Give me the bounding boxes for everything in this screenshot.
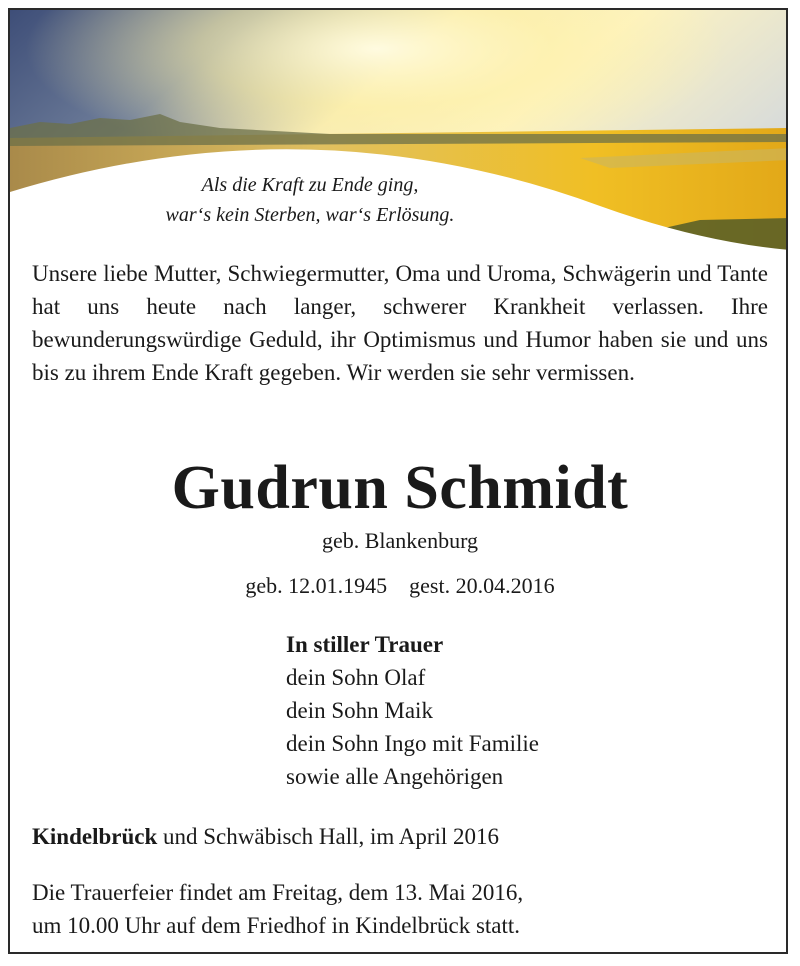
life-dates: [10, 570, 788, 602]
motto-line-1: Als die Kraft zu Ende ging,: [201, 174, 419, 196]
place-and-date: [32, 820, 772, 853]
place-rest: und Schwäbisch Hall, im April 2016: [157, 824, 500, 849]
deceased-name: Gudrun Schmidt: [171, 454, 629, 522]
mourners-list: [286, 628, 539, 793]
mourners-heading: In stiller Trauer: [286, 632, 444, 657]
service-line-2: um 10.00 Uhr auf dem Friedhof in Kindelbrück statt.: [32, 913, 521, 938]
mourner-line: dein Sohn Ingo mit Familie: [286, 731, 539, 756]
birth-date: geb. 12.01.1945: [245, 573, 388, 598]
mourner-line: dein Sohn Olaf: [286, 665, 426, 690]
maiden-name: geb. Blankenburg: [321, 528, 478, 553]
death-date: gest. 20.04.2016: [409, 573, 555, 598]
funeral-service-info: [32, 876, 772, 942]
obituary-frame: [8, 8, 788, 954]
sunset-field-image: [10, 10, 788, 270]
mourner-line: sowie alle Angehörigen: [286, 764, 504, 789]
intro-paragraph: Unsere liebe Mutter, Schwiegermutter, Oma und Uroma, Schwägerin und Tante hat uns heute nach langer, schwerer Krankheit verlassen. Ihre bewunderungswürdige Geduld, ihr Optimismus und Humor haben sie und uns bis zu ihrem Ende Kraft gegeben. Wir werden sie sehr vermissen.: [32, 261, 768, 385]
motto-line-2: war‘s kein Sterben, war‘s Erlösung.: [165, 204, 455, 226]
service-line-1: Die Trauerfeier findet am Freitag, dem 13. Mai 2016,: [32, 880, 524, 905]
place-town: Kindelbrück: [32, 824, 158, 849]
motto-verse: [90, 170, 530, 230]
mourner-line: dein Sohn Maik: [286, 698, 433, 723]
